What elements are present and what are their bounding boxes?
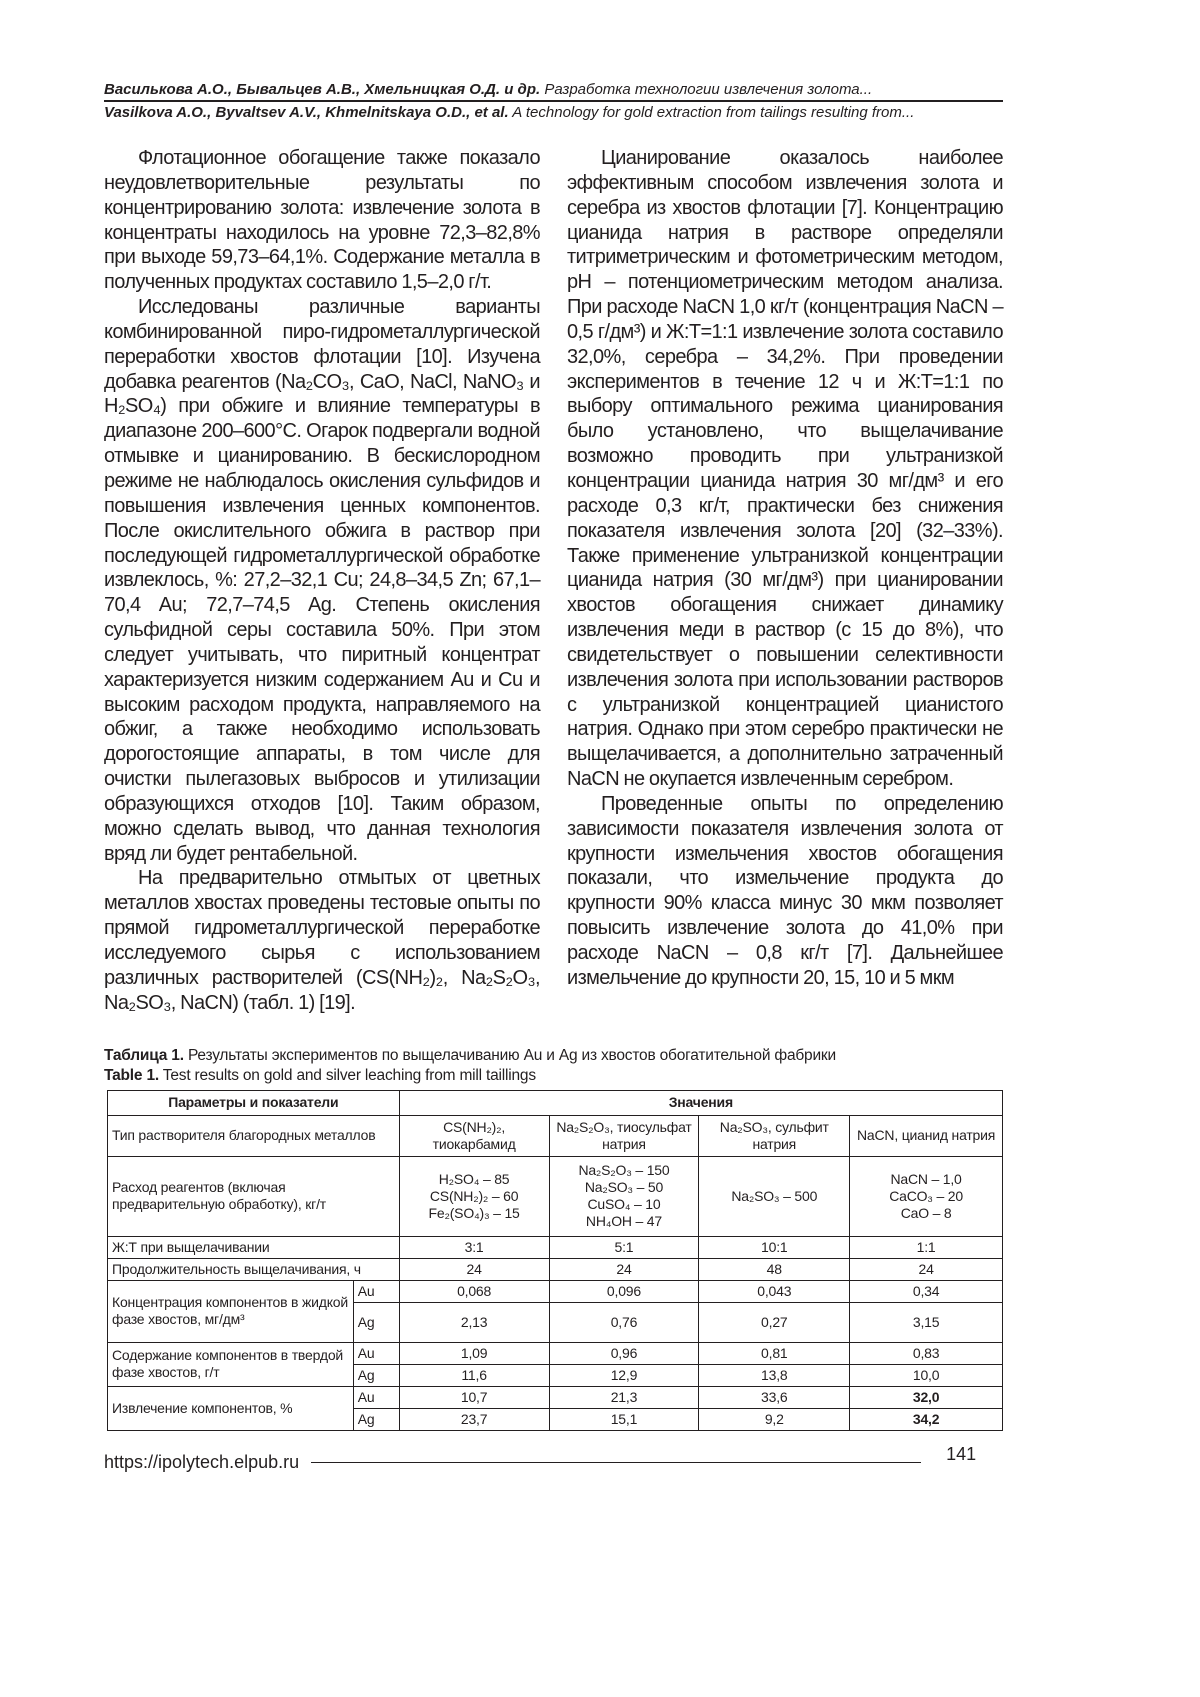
cell	[549, 1156, 699, 1236]
cell: 0,096	[549, 1280, 699, 1302]
cell: Na₂SO₃, сульфит натрия	[699, 1115, 850, 1156]
header-params: Параметры и показатели	[108, 1090, 400, 1115]
paragraph: Проведенные опыты по определению зависимости показателя извлечения золота от крупности измельчения хвостов обогащения показали, что измельчение продукта до крупности 90% класса минус 30 мкм позволяет повысить извлечение золота до 41,0% при расходе NaCN – 0,8 кг/т [7]. Дальнейшее измельчение до крупности 20, 15, 10 и 5 мкм	[567, 792, 1003, 989]
header-title-en: A technology for gold extraction from tailings resulting from...	[512, 104, 915, 121]
cell: 11,6	[399, 1364, 549, 1386]
caption-text: Результаты экспериментов по выщелачиванию Au и Ag из хвостов обогатительной фабрики	[187, 1046, 836, 1064]
cell-highlight: 34,2	[850, 1408, 1003, 1430]
cell-line: H₂SO₄ – 85	[438, 1170, 510, 1187]
cell: 0,76	[549, 1302, 699, 1342]
right-column	[567, 146, 1003, 991]
page-number: 141	[946, 1444, 977, 1465]
header-values: Значения	[399, 1090, 1002, 1115]
cell: 0,27	[699, 1302, 850, 1342]
paragraph: Цианирование оказалось наиболее эффективным способом извлечения золота и серебра из хвостов флотации [7]. Концентрацию цианида натрия в растворе определяли титриметрическим и фотометрическим методом, pH – потенциометрическим методом анализа. При расходе NaCN 1,0 кг/т (концентрация NaCN – 0,5 г/дм³) и Ж:Т=1:1 извлечение золота составило 32,0%, серебра – 34,2%. При проведении экспериментов в течение 12 ч и Ж:Т=1:1 по выбору оптимального режима цианирования было установлено, что выщелачивание возможно проводить при ультранизкой концентрации цианида натрия 30 мг/дм³ и его расходе 0,3 кг/т, практически без снижения показателя извлечения золота [20] (32–33%). Также применение ультранизкой концентрации цианида натрия (30 мг/дм³) при цианировании хвостов обогащения снижает динамику извлечения меди в раствор (с 15 до 8%), что свидетельствует о повышении селективности извлечения золота при использовании растворов с ультранизкой концентрацией цианистого натрия. Однако при этом серебро практически не выщелачивается, а дополнительно затраченный NaCN не окупается извлеченным серебром.	[567, 147, 1003, 791]
element-label: Ag	[353, 1364, 399, 1386]
header-rule	[104, 100, 1003, 102]
element-label: Au	[353, 1280, 399, 1302]
table-row	[108, 1236, 1003, 1258]
cell: CS(NH₂)₂, тиокарбамид	[399, 1115, 549, 1156]
cell	[399, 1156, 549, 1236]
paragraph: На предварительно отмытых от цветных металлов хвостах проведены тестовые опыты по прямой гидрометаллургической переработке исследуемого сырья с использованием различных растворителей (CS(NH₂)₂, Na₂S₂O₃, Na₂SO₃, NaCN) (табл. 1) [19].	[104, 867, 540, 1014]
cell-line: Na₂S₂O₃ – 150	[578, 1162, 670, 1179]
cell: 5:1	[549, 1236, 699, 1258]
table-row	[108, 1386, 1003, 1408]
cell: 0,83	[850, 1342, 1003, 1364]
table-row	[108, 1342, 1003, 1364]
running-header-ru	[104, 81, 1003, 98]
cell-line: Na₂SO₃ – 50	[584, 1179, 664, 1196]
header-authors-en: Vasilkova A.O., Byvaltsev A.V., Khmelnitskaya O.D., et al.	[104, 104, 509, 121]
cell: 21,3	[549, 1386, 699, 1408]
row-label: Концентрация компонентов в жидкой фазе хвостов, мг/дм³	[108, 1280, 354, 1342]
cell: 24	[549, 1258, 699, 1280]
table-row	[108, 1156, 1003, 1236]
cell-line: CS(NH₂)₂ – 60	[429, 1187, 519, 1204]
caption-label: Таблица 1.	[104, 1046, 184, 1064]
cell: 1:1	[850, 1236, 1003, 1258]
cell-line: CaCO₃ – 20	[889, 1187, 963, 1204]
footer-rule	[311, 1462, 921, 1464]
text-columns	[104, 146, 1003, 1016]
cell: 24	[399, 1258, 549, 1280]
left-column	[104, 146, 540, 1016]
journal-url[interactable]: https://ipolytech.elpub.ru	[104, 1452, 300, 1473]
table-header-row	[108, 1090, 1003, 1115]
running-header-en	[104, 104, 1003, 121]
caption-label: Table 1.	[104, 1066, 159, 1084]
row-label: Извлечение компонентов, %	[108, 1386, 354, 1430]
page-footer	[104, 1444, 1003, 1475]
cell: 9,2	[699, 1408, 850, 1430]
cell: 10:1	[699, 1236, 850, 1258]
element-label: Ag	[353, 1408, 399, 1430]
table-row	[108, 1280, 1003, 1302]
cell	[850, 1156, 1003, 1236]
row-label: Ж:Т при выщелачивании	[108, 1236, 400, 1258]
cell-line: CaO – 8	[900, 1204, 952, 1221]
cell: NaCN, цианид натрия	[850, 1115, 1003, 1156]
cell: 0,96	[549, 1342, 699, 1364]
element-label: Au	[353, 1386, 399, 1408]
cell: 1,09	[399, 1342, 549, 1364]
cell: 3,15	[850, 1302, 1003, 1342]
table-caption-ru	[104, 1046, 1003, 1066]
results-table	[107, 1090, 1003, 1431]
cell: 48	[699, 1258, 850, 1280]
row-label: Содержание компонентов в твердой фазе хвостов, г/т	[108, 1342, 354, 1386]
cell: 23,7	[399, 1408, 549, 1430]
cell: 24	[850, 1258, 1003, 1280]
cell: 10,7	[399, 1386, 549, 1408]
cell-line: Fe₂(SO₄)₃ – 15	[428, 1204, 520, 1221]
row-label: Тип растворителя благородных металлов	[108, 1115, 400, 1156]
cell: 0,34	[850, 1280, 1003, 1302]
caption-text: Test results on gold and silver leaching from mill taillings	[162, 1066, 536, 1084]
cell: 0,81	[699, 1342, 850, 1364]
page-body	[104, 146, 1003, 1475]
cell: 13,8	[699, 1364, 850, 1386]
element-label: Ag	[353, 1302, 399, 1342]
table-caption-en	[104, 1066, 1003, 1086]
cell: 0,068	[399, 1280, 549, 1302]
cell	[699, 1156, 850, 1236]
cell: 2,13	[399, 1302, 549, 1342]
cell: 3:1	[399, 1236, 549, 1258]
cell: 0,043	[699, 1280, 850, 1302]
cell: Na₂S₂O₃, тиосульфат натрия	[549, 1115, 699, 1156]
row-label: Расход реагентов (включая предварительную обработку), кг/т	[108, 1156, 400, 1236]
row-label: Продолжительность выщелачивания, ч	[108, 1258, 400, 1280]
cell: 15,1	[549, 1408, 699, 1430]
paragraph: Флотационное обогащение также показало неудовлетворительные результаты по концентрированию золота: извлечение золота в концентраты находилось на уровне 72,3–82,8% при выходе 59,73–64,1%. Содержание металла в полученных продуктах составило 1,5–2,0 г/т.	[104, 147, 540, 294]
cell-line: Na₂SO₃ – 500	[731, 1187, 818, 1204]
element-label: Au	[353, 1342, 399, 1364]
cell-line: CuSO₄ – 10	[587, 1196, 661, 1213]
cell-line: NaCN – 1,0	[890, 1170, 962, 1187]
paragraph: Исследованы различные варианты комбинированной пиро-гидрометаллургической переработки хвостов флотации [10]. Изучена добавка реагентов (Na₂CO₃, CaO, NaCl, NaNO₃ и H₂SO₄) при обжиге и влияние температуры в диапазоне 200–600°C. Огарок подвергали водной отмывке и цианированию. В бескислородном режиме не наблюдалось окисления сульфидов и повышения извлечения ценных компонентов. После окислительного обжига в раствор при последующей гидрометаллургической обработке извлеклось, %: 27,2–32,1 Cu; 24,8–34,5 Zn; 67,1–70,4 Au; 72,7–74,5 Ag. Степень окисления сульфидной серы составила 50%. При этом следует учитывать, что пиритный концентрат характеризуется низким содержанием Au и Cu и высоким расходом продукта, направляемого на обжиг, а также необходимо использовать дорогостоящие аппараты, в том числе для очистки пылегазовых выбросов и утилизации образующихся отходов [10]. Таким образом, можно сделать вывод, что данная технология вряд ли будет рентабельной.	[104, 296, 540, 865]
table-row	[108, 1115, 1003, 1156]
cell-line: NH₄OH – 47	[585, 1213, 662, 1230]
cell: 12,9	[549, 1364, 699, 1386]
cell-highlight: 32,0	[850, 1386, 1003, 1408]
header-authors-ru: Василькова А.О., Бывальцев А.В., Хмельницкая О.Д. и др.	[104, 81, 541, 98]
table-row	[108, 1258, 1003, 1280]
cell: 10,0	[850, 1364, 1003, 1386]
header-title-ru: Разработка технологии извлечения золота...	[544, 81, 873, 98]
cell: 33,6	[699, 1386, 850, 1408]
